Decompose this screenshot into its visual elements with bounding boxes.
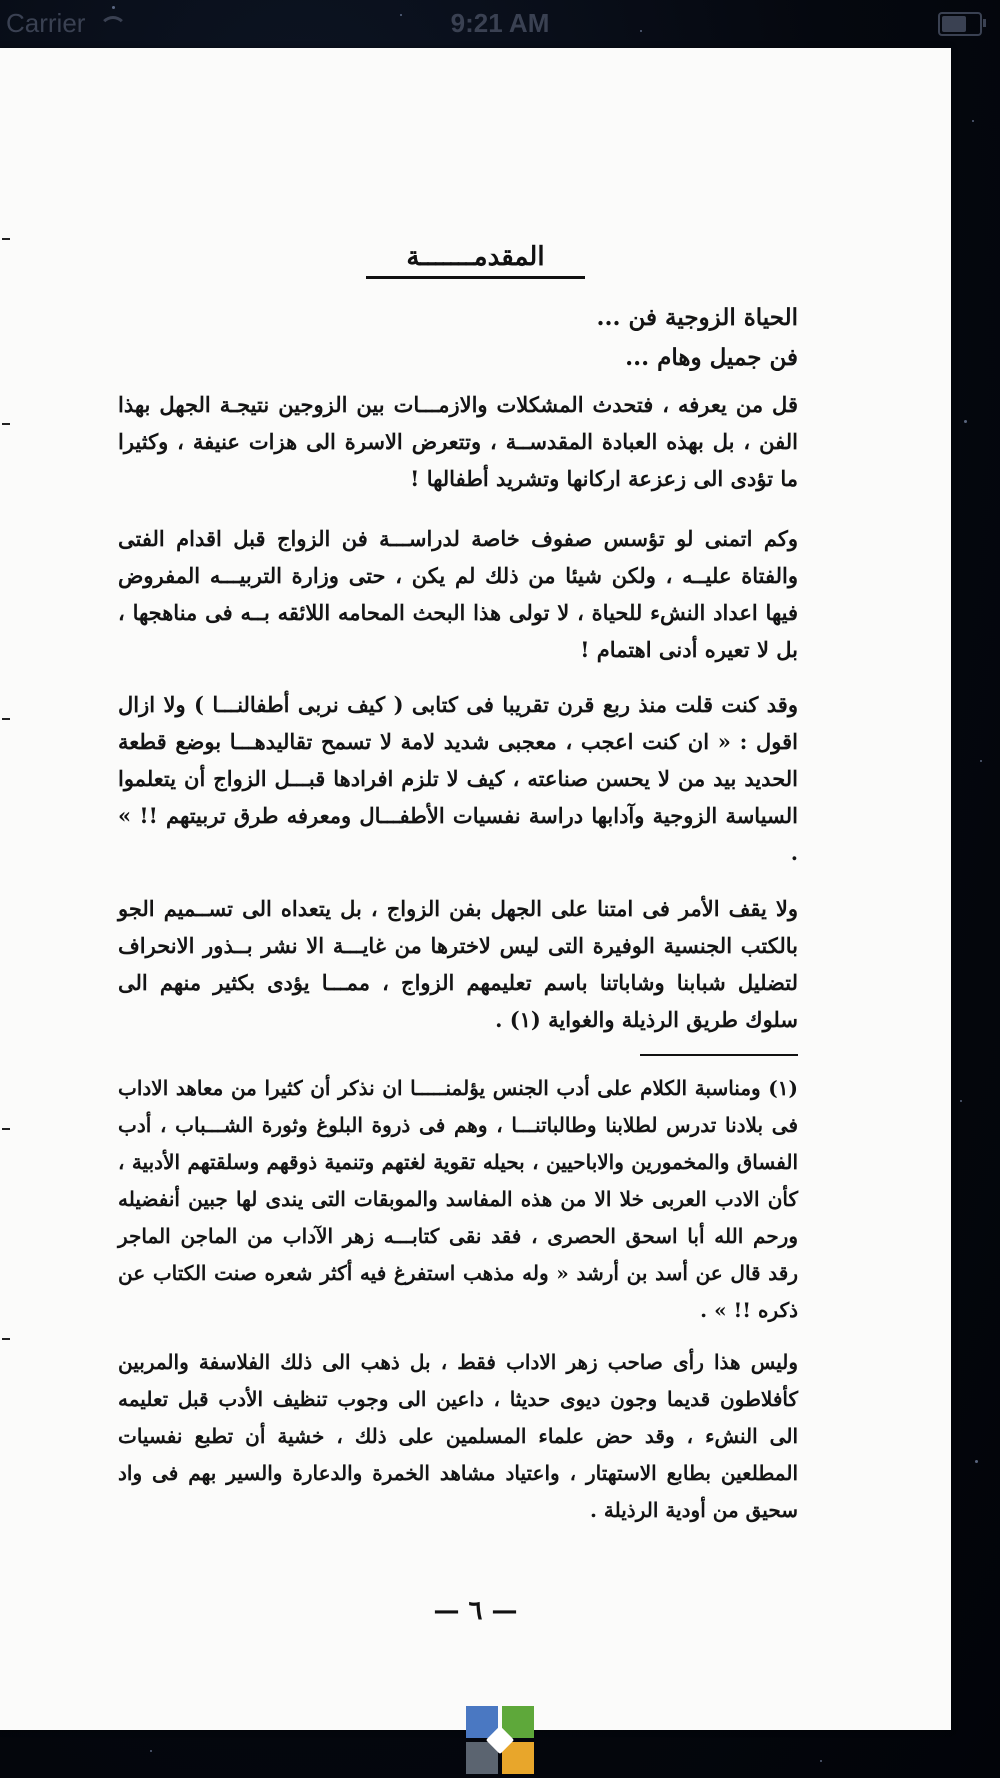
- intro-line: الحياة الزوجية فن ...: [596, 304, 798, 331]
- status-bar: [0, 0, 1000, 48]
- chapter-title: [0, 242, 951, 272]
- battery-icon: [938, 12, 982, 36]
- paragraph: قل من يعرفه ، فتحدث المشكلات والازمـــات بين الزوجين نتيجـة الجهل بهذا الفن ، بل بهذه العبادة المقدســة ، وتتعرض الاسرة الى هزات عنيفة ، وكثيرا ما تؤدى الى زعزعة اركانها وتشريد أطفالها !: [118, 392, 798, 491]
- paragraph: وكم اتمنى لو تؤسس صفوف خاصة لدراســـة فن الزواج قبل اقدام الفتى والفتاة عليــه ، ولكن شيئا من ذلك لم يكن ، حتى وزارة التربيـــه المفروض فيها اعداد النشء للحياة ، لا تولى هذا البحث المحامه اللائقه بــه فى مناهجها ، بل لا تعيره أدنى اهتمام !: [118, 526, 798, 662]
- star: [964, 420, 967, 423]
- star: [980, 760, 982, 762]
- star: [975, 1460, 978, 1463]
- star: [960, 1100, 962, 1102]
- footnote: (١) ومناسبة الكلام على أدب الجنس يؤلمنـــــا ان نذكر أن كثيرا من معاهد الاداب فى بلادنا تدرس لطلابنا وطالباتنـــا ، وهم فى ذروة البلوغ وثورة الشـــباب ، أدب الفساق والمخمورين والاباحيين ، بحيله تقوية لغتهم وتنمية ذوقهم وسلقتهم الأدبية ، كأن الادب العربى خلا الا من هذه المفاسد والموبقات التى يندى لها جبين أنفضيله ورحم الله أبا اسحق الحصرى ، فقد نقى كتابـــه زهر الآداب من الماجن الماجر رقد قال عن أسد بن أرشد « وله مذهب استفرغ فيه أكثر شعره صنت الكتاب عن ذكره !! » .: [118, 1076, 799, 1322]
- margin-mark: [2, 1128, 10, 1130]
- paragraph: ولا يقف الأمر فى امتنا على الجهل بفن الزواج ، بل يتعداه الى تســميم الجو بالكتب الجنسية الوفيرة التى ليس لاخترها من غايـــة الا نشر بــذور الانحراف لتضليل شبابنا وشاباتنا باسم تعليمهم الزواج ، ممـــا يؤدى بكثير منهم الى سلوك طريق الرذيلة والغواية (١) .: [118, 896, 798, 1032]
- chapter-title-text: المقدمـــــــة: [366, 242, 584, 279]
- margin-mark: [2, 423, 10, 425]
- star: [150, 1750, 152, 1752]
- star: [972, 120, 974, 122]
- margin-mark: [2, 718, 10, 720]
- margin-mark: [2, 1338, 10, 1340]
- margin-mark: [2, 238, 10, 240]
- app-logo-icon[interactable]: [466, 1706, 534, 1774]
- status-time: 9:21 AM: [450, 8, 550, 38]
- page-number: — ٦ —: [433, 1596, 518, 1626]
- document-page[interactable]: [0, 48, 951, 1730]
- footnote: وليس هذا رأى صاحب زهر الاداب فقط ، بل ذهب الى ذلك الفلاسفة والمربين كأفلاطون قديما وجون ديوى حديثا ، داعين الى وجوب تنظيف الأدب قبل تعليمه الى النشء ، وقد حض علماء المسلمين على ذلك ، خشية أن تطبع نفسيات المطلعين بطابع الاستهتار ، واعتياد مشاهد الخمرة والدعارة والسير بهم فى واد سحيق من أودية الرذيلة .: [118, 1350, 799, 1522]
- footnote-divider: [640, 1054, 798, 1056]
- paragraph: وقد كنت قلت منذ ربع قرن تقريبا فى كتابى ( كيف نربى أطفالنـــا ) ولا ازال اقول : « ان كنت اعجب ، معجبى شديد لامة لا تسمح تقاليدهـــا بوضع قطعة الحديد بيد من لا يحسن صناعته ، كيف لا تلزم افرادها قبـــل الزواج أن يتعلموا السياسة الزوجية وآدابها دراسة نفسيات الأطفـــال ومعرفه طرق تربيتهم !! » .: [118, 692, 798, 865]
- intro-lines: [118, 298, 798, 378]
- intro-line: فن جميل وهام ...: [625, 344, 798, 371]
- carrier-text: Carrier: [6, 8, 86, 38]
- star: [820, 1760, 822, 1762]
